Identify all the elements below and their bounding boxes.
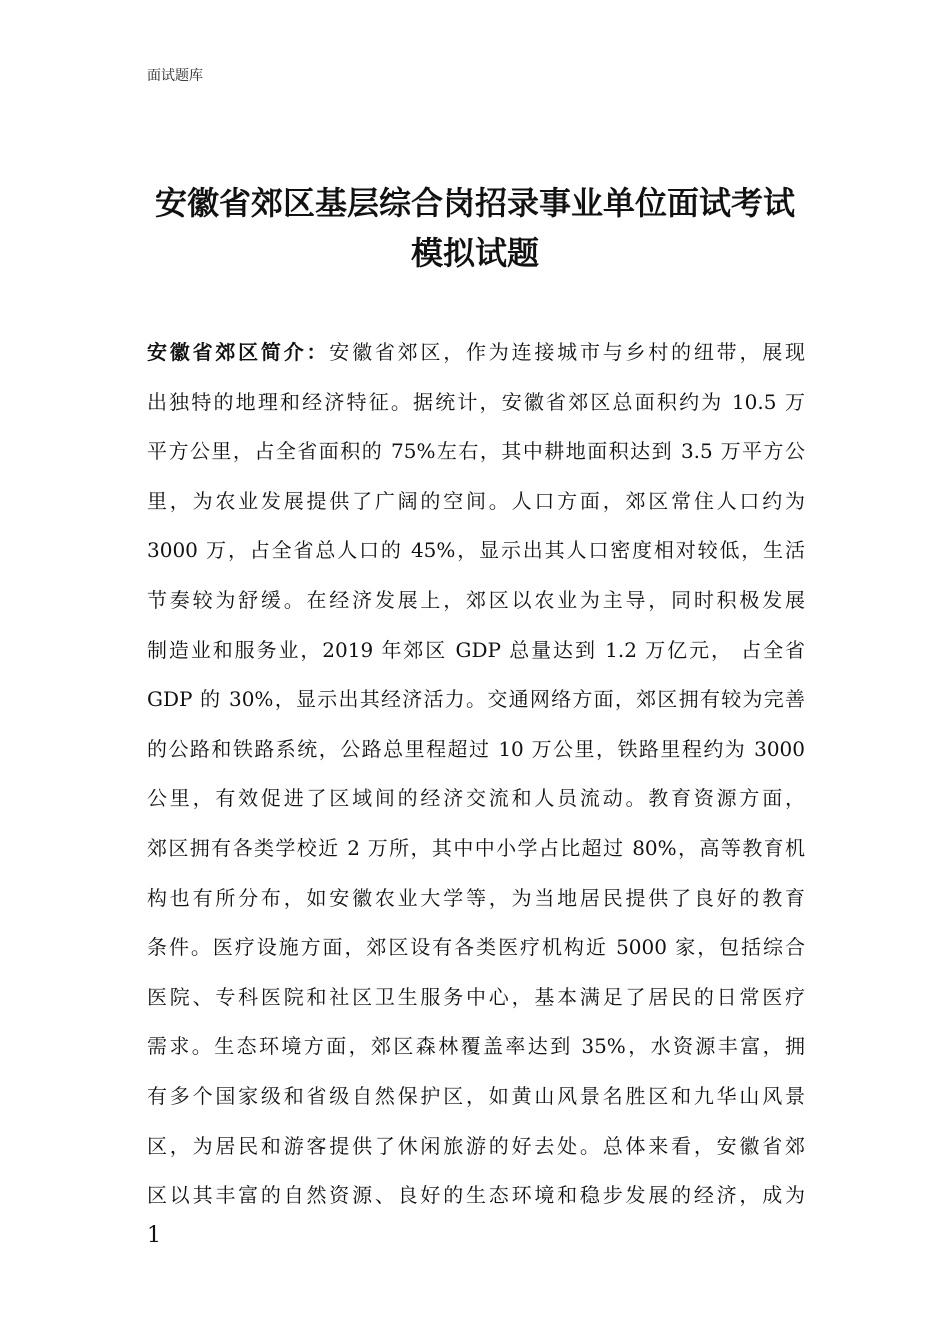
page-header: 面试题库 bbox=[147, 68, 203, 84]
intro-paragraph bbox=[147, 328, 805, 1221]
paragraph-line: GDP 的 30%，显示出其经济活力。交通网络方面，郊区拥有较为完善 bbox=[147, 687, 805, 712]
paragraph-line: 出独特的地理和经济特征。据统计，安徽省郊区总面积约为 10.5 万 bbox=[147, 389, 805, 414]
document-title bbox=[120, 178, 830, 278]
paragraph-line: 需求。生态环境方面，郊区森林覆盖率达到 35%，水资源丰富，拥 bbox=[147, 1034, 805, 1059]
paragraph-line: 制造业和服务业，2019 年郊区 GDP 总量达到 1.2 万亿元， 占全省 bbox=[147, 637, 805, 662]
paragraph-line: 区，为居民和游客提供了休闲旅游的好去处。总体来看，安徽省郊 bbox=[147, 1133, 805, 1158]
document-title-line-2: 模拟试题 bbox=[410, 234, 539, 272]
paragraph-line: 区以其丰富的自然资源、良好的生态环境和稳步发展的经济，成为 bbox=[147, 1183, 805, 1208]
intro-lead-label: 安徽省郊区简介： bbox=[147, 340, 330, 364]
paragraph-line: 的公路和铁路系统，公路总里程超过 10 万公里，铁路里程约为 3000 bbox=[147, 736, 805, 761]
document-title-line-1: 安徽省郊区基层综合岗招录事业单位面试考试 bbox=[154, 184, 795, 222]
page-number: 1 bbox=[147, 1223, 161, 1248]
paragraph-line: 郊区拥有各类学校近 2 万所，其中中小学占比超过 80%，高等教育机 bbox=[147, 835, 805, 860]
paragraph-line: 医院、专科医院和社区卫生服务中心，基本满足了居民的日常医疗 bbox=[147, 984, 805, 1009]
intro-line-1-text: 安徽省郊区，作为连接城市与乡村的纽带，展现 bbox=[329, 340, 806, 364]
paragraph-line: 有多个国家级和省级自然保护区，如黄山风景名胜区和九华山风景 bbox=[147, 1083, 805, 1108]
paragraph-line: 节奏较为舒缓。在经济发展上，郊区以农业为主导，同时积极发展 bbox=[147, 587, 805, 612]
paragraph-line: 公里，有效促进了区域间的经济交流和人员流动。教育资源方面， bbox=[147, 786, 805, 811]
paragraph-line: 里，为农业发展提供了广阔的空间。人口方面，郊区常住人口约为 bbox=[147, 488, 805, 513]
paragraph-line bbox=[147, 328, 805, 378]
paragraph-line: 3000 万，占全省总人口的 45%，显示出其人口密度相对较低，生活 bbox=[147, 538, 805, 563]
paragraph-line: 构也有所分布，如安徽农业大学等，为当地居民提供了良好的教育 bbox=[147, 885, 805, 910]
paragraph-line: 条件。医疗设施方面，郊区设有各类医疗机构近 5000 家，包括综合 bbox=[147, 935, 805, 960]
paragraph-line: 平方公里，占全省面积的 75%左右，其中耕地面积达到 3.5 万平方公 bbox=[147, 439, 805, 464]
